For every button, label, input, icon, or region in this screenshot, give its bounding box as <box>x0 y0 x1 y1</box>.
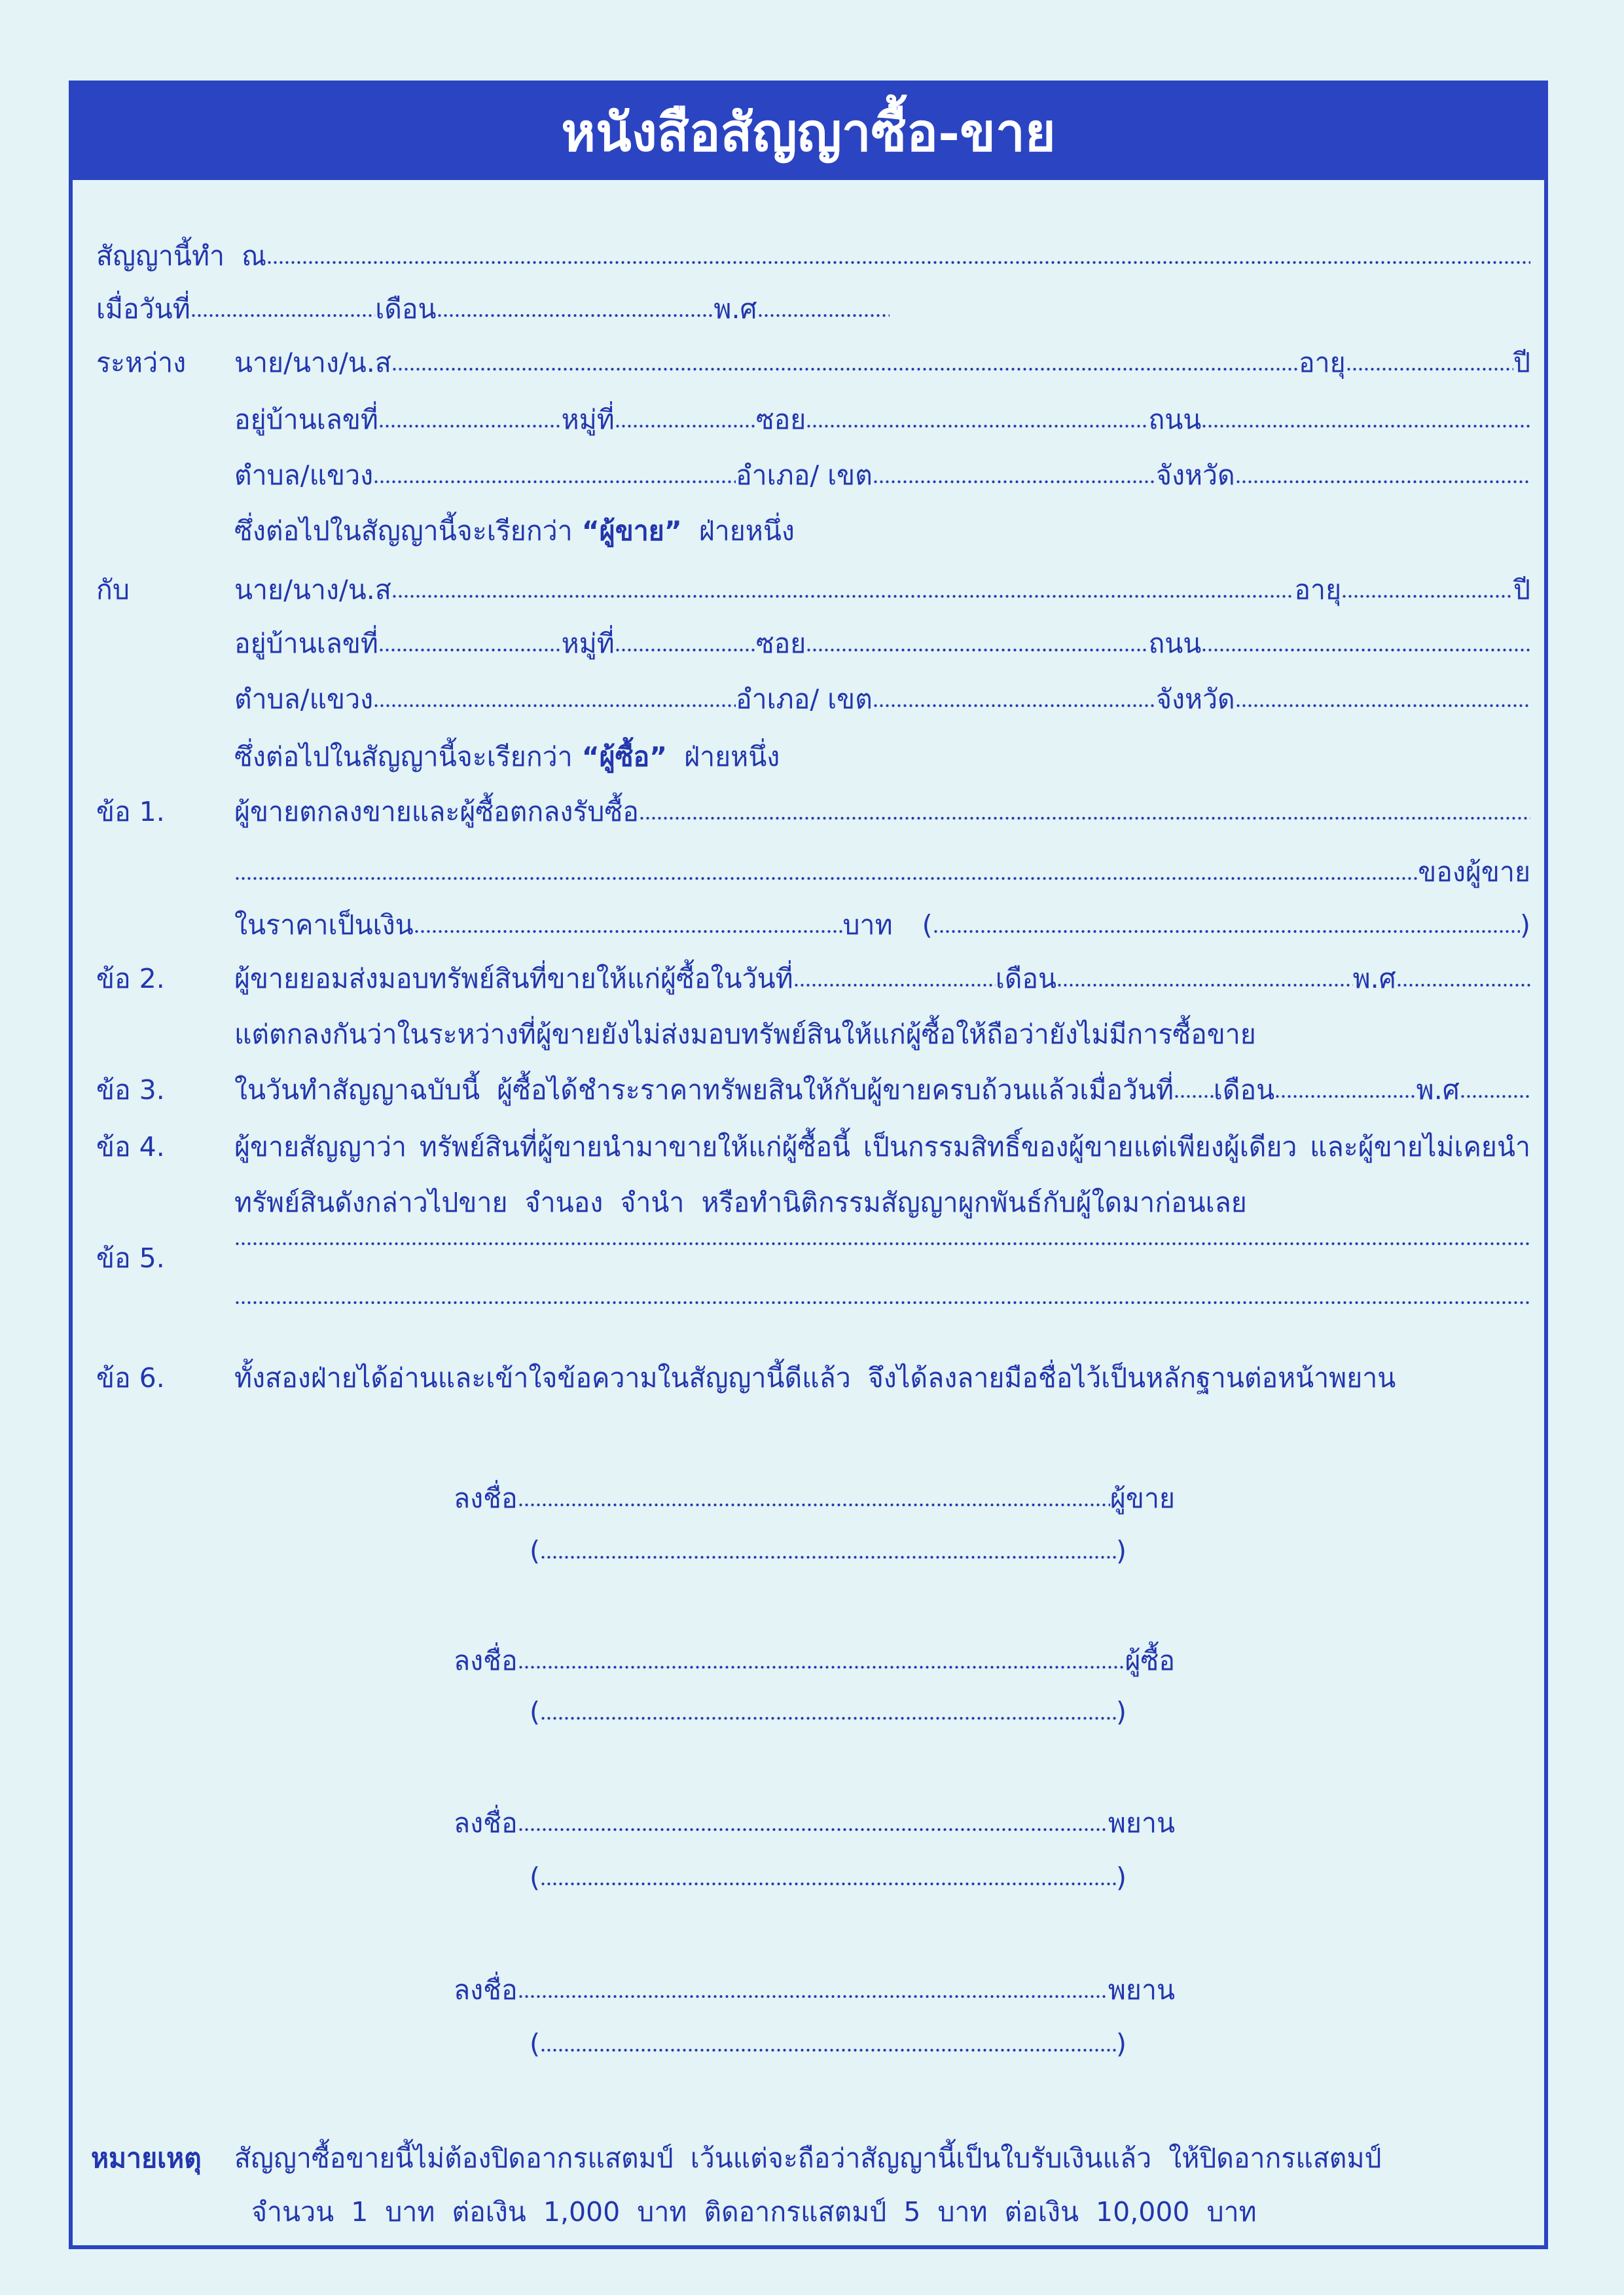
seller-subdistrict-blank <box>373 475 736 484</box>
goods-description-blank <box>639 812 1530 821</box>
clause-4-line-2: ทรัพย์สินดังกล่าวไปขาย จำนอง จำนำ หรือทำนิติกรรมสัญญาผูกพันธ์กับผู้ใดมาก่อนเลย <box>234 1187 1247 1218</box>
seller-subdistrict-label: ตำบล/แขวง <box>234 460 374 491</box>
seller-road-label: ถนน <box>1148 404 1202 435</box>
seller-name-label: นาย/นาง/น.ส <box>234 347 391 378</box>
buyer-role: “ผู้ซื้อ” <box>581 741 668 772</box>
seller-road-blank <box>1201 420 1530 429</box>
clause-3-text: ในวันทำสัญญาฉบับนี้ ผู้ซื้อได้ชำระราคาทรัพยสินให้กับผู้ขายครบถ้วนแล้วเมื่อวันที่ <box>234 1074 1174 1106</box>
price-label: ในราคาเป็นเงิน <box>234 909 414 941</box>
contract-made-label: สัญญานี้ทำ <box>96 240 225 272</box>
buyer-name-label: นาย/นาง/น.ส <box>234 574 391 605</box>
buyer-paren-close: ) <box>1116 1696 1127 1727</box>
seller-printed-name-blank <box>540 1551 1116 1560</box>
seller-paren-open: ( <box>530 1535 540 1566</box>
contract-date-row <box>96 288 890 330</box>
delivery-day-blank <box>793 979 996 988</box>
buyer-age-label: อายุ <box>1294 574 1342 605</box>
seller-age-blank <box>1346 363 1513 372</box>
buyer-road-blank <box>1201 643 1530 653</box>
seller-soi-label: ซอย <box>755 404 806 435</box>
clause-6-row <box>234 1357 1530 1399</box>
clause-5-blank-line-2 <box>234 1296 1530 1305</box>
seller-moo-blank <box>615 420 756 429</box>
clause-2-text: ผู้ขายยอมส่งมอบทรัพย์สินที่ขายให้แก่ผู้ซื้อในวันที่ <box>234 963 793 994</box>
price-paren-open: ( <box>922 909 933 941</box>
witness-1-sign-label: ลงชื่อ <box>454 1807 518 1839</box>
clause-5-number: ข้อ 5. <box>96 1242 165 1274</box>
buyer-address-row <box>234 623 1530 664</box>
payment-year-blank <box>1460 1090 1530 1099</box>
delivery-year-label: พ.ศ <box>1352 963 1396 994</box>
clause-1-of-seller: ของผู้ขาย <box>1418 856 1530 888</box>
clause-2-condition: แต่ตกลงกันว่าในระหว่างที่ผู้ขายยังไม่ส่งมอบทรัพย์สินให้แก่ผู้ซื้อให้ถือว่ายังไม่มีการซื้อขาย <box>234 1019 1256 1050</box>
witness-2-signature-row <box>454 1969 1175 2011</box>
seller-signature-row <box>454 1477 1175 1519</box>
buyer-road-label: ถนน <box>1148 628 1202 659</box>
buyer-side-text: ฝ่ายหนึ่ง <box>684 741 780 772</box>
day-blank <box>190 309 376 318</box>
price-currency: บาท <box>842 909 893 941</box>
witness-2-sign-label: ลงชื่อ <box>454 1974 518 2006</box>
year-label: พ.ศ <box>713 293 757 325</box>
clause-4-line-2-row <box>234 1182 1530 1223</box>
seller-province-label: จังหวัด <box>1155 460 1235 491</box>
witness-2-signature-blank <box>518 1990 1108 1999</box>
buyer-province-blank <box>1235 699 1530 708</box>
buyer-soi-label: ซอย <box>755 628 806 659</box>
seller-sign-label: ลงชื่อ <box>454 1483 518 1514</box>
witness-1-signature-blank <box>518 1823 1108 1832</box>
price-amount-blank <box>414 925 843 934</box>
seller-house-no-label: อยู่บ้านเลขที่ <box>234 404 378 435</box>
seller-printed-name-row <box>530 1530 1127 1572</box>
buyer-moo-label: หมู่ที่ <box>561 628 615 659</box>
seller-role: “ผู้ขาย” <box>581 515 682 547</box>
price-in-words-blank <box>933 925 1520 934</box>
seller-paren-close: ) <box>1116 1535 1127 1566</box>
price-paren-close: ) <box>1520 909 1530 941</box>
witness-1-signature-role: พยาน <box>1108 1807 1175 1839</box>
seller-called-text: ซึ่งต่อไปในสัญญานี้จะเรียกว่า <box>234 515 573 547</box>
buyer-printed-name-blank <box>540 1712 1116 1721</box>
buyer-house-no-blank <box>378 643 562 653</box>
buyer-subdistrict-label: ตำบล/แขวง <box>234 683 374 715</box>
seller-district-blank <box>873 475 1156 484</box>
clause-5-blank-line-1 <box>234 1237 1530 1246</box>
note-line-1-row <box>234 2137 1530 2179</box>
date-label: เมื่อวันที่ <box>96 293 190 325</box>
seller-locality-row <box>234 454 1530 496</box>
witness-1-paren-close: ) <box>1116 1862 1127 1893</box>
payment-day-blank <box>1174 1090 1214 1099</box>
buyer-printed-name-row <box>530 1691 1127 1733</box>
seller-designation-row <box>234 510 1530 552</box>
clause-1-text: ผู้ขายตกลงขายและผู้ซื้อตกลงรับซื้อ <box>234 796 639 827</box>
buyer-name-row <box>234 569 1530 611</box>
buyer-house-no-label: อยู่บ้านเลขที่ <box>234 628 378 659</box>
clause-2-condition-row <box>234 1013 1530 1055</box>
seller-age-unit: ปี <box>1513 347 1530 378</box>
note-line-2: จำนวน 1 บาท ต่อเงิน 1,000 บาท ติดอากรแสตมป์ 5 บาท ต่อเงิน 10,000 บาท <box>251 2196 1257 2228</box>
clause-3-row <box>234 1069 1530 1111</box>
seller-signature-role: ผู้ขาย <box>1110 1483 1175 1514</box>
clause-5-line-1-row <box>234 1237 1530 1279</box>
buyer-province-label: จังหวัด <box>1155 683 1235 715</box>
witness-2-printed-name-row <box>530 2023 1127 2065</box>
witness-1-printed-name-row <box>530 1856 1127 1898</box>
clause-4-line-1: ผู้ขายสัญญาว่า ทรัพย์สินที่ผู้ขายนำมาขายให้แก่ผู้ซื้อนี้ เป็นกรรมสิทธิ์ของผู้ขายแต่เพียงผู้เดียว และผู้ขายไม่เคยนำ <box>234 1131 1530 1163</box>
seller-soi-blank <box>806 420 1148 429</box>
seller-province-blank <box>1235 475 1530 484</box>
buyer-district-blank <box>873 699 1156 708</box>
clause-2-row <box>234 958 1530 1000</box>
seller-house-no-blank <box>378 420 562 429</box>
seller-name-row <box>234 342 1530 384</box>
year-blank <box>757 309 890 318</box>
buyer-name-blank <box>391 590 1295 599</box>
delivery-year-blank <box>1396 979 1530 988</box>
buyer-soi-blank <box>806 643 1148 653</box>
between-label: ระหว่าง <box>96 347 187 378</box>
clause-3-number: ข้อ 3. <box>96 1074 165 1106</box>
buyer-age-unit: ปี <box>1513 574 1530 605</box>
place-blank <box>266 256 1530 265</box>
payment-month-label: เดือน <box>1213 1074 1275 1106</box>
clause-1-row <box>234 791 1530 833</box>
buyer-signature-role: ผู้ซื้อ <box>1125 1645 1175 1676</box>
with-label: กับ <box>96 574 130 605</box>
witness-2-paren-open: ( <box>530 2028 540 2059</box>
buyer-district-label: อำเภอ/ เขต <box>736 683 873 715</box>
month-blank <box>437 309 714 318</box>
payment-month-blank <box>1274 1090 1416 1099</box>
seller-side-text: ฝ่ายหนึ่ง <box>698 515 795 547</box>
contract-at-label: ณ <box>242 240 267 272</box>
buyer-designation-row <box>234 736 1530 778</box>
clause-1-number: ข้อ 1. <box>96 796 165 827</box>
clause-6-text: ทั้งสองฝ่ายได้อ่านและเข้าใจข้อความในสัญญานี้ดีแล้ว จึงได้ลงลายมือชื่อไว้เป็นหลักฐานต่อหน้าพยาน <box>234 1362 1396 1394</box>
seller-name-blank <box>391 363 1299 372</box>
document-title: หนังสือสัญญาซื้อ-ขาย <box>561 101 1056 163</box>
clause-1-continued-row <box>234 851 1530 893</box>
witness-2-printed-name-blank <box>540 2044 1116 2053</box>
buyer-moo-blank <box>615 643 756 653</box>
delivery-month-label: เดือน <box>995 963 1057 994</box>
buyer-signature-row <box>454 1640 1175 1682</box>
witness-1-signature-row <box>454 1802 1175 1844</box>
witness-2-signature-role: พยาน <box>1108 1974 1175 2006</box>
buyer-subdistrict-blank <box>373 699 736 708</box>
delivery-month-blank <box>1056 979 1353 988</box>
clause-5-line-2-row <box>234 1296 1530 1338</box>
note-line-1: สัญญาซื้อขายนี้ไม่ต้องปิดอากรแสตมป์ เว้นแต่จะถือว่าสัญญานี้เป็นใบรับเงินแล้ว ให้ปิดอากรแสตมป์ <box>234 2142 1382 2174</box>
note-label: หมายเหตุ <box>91 2142 202 2174</box>
payment-year-label: พ.ศ <box>1416 1074 1460 1106</box>
buyer-age-blank <box>1341 590 1513 599</box>
clause-1-price-row <box>234 904 1530 946</box>
witness-2-paren-close: ) <box>1116 2028 1127 2059</box>
seller-district-label: อำเภอ/ เขต <box>736 460 873 491</box>
seller-signature-blank <box>518 1498 1110 1508</box>
witness-1-printed-name-blank <box>540 1877 1116 1887</box>
note-line-2-row <box>251 2191 1530 2233</box>
seller-address-row <box>234 399 1530 441</box>
clause-2-number: ข้อ 2. <box>96 963 165 994</box>
seller-age-label: อายุ <box>1299 347 1346 378</box>
seller-moo-label: หมู่ที่ <box>561 404 615 435</box>
clause-4-number: ข้อ 4. <box>96 1131 165 1163</box>
goods-description-continued-blank <box>234 872 1418 881</box>
buyer-signature-blank <box>518 1661 1125 1670</box>
buyer-locality-row <box>234 678 1530 720</box>
buyer-called-text: ซึ่งต่อไปในสัญญานี้จะเรียกว่า <box>234 741 573 772</box>
month-label: เดือน <box>375 293 437 325</box>
clause-6-number: ข้อ 6. <box>96 1362 165 1394</box>
buyer-sign-label: ลงชื่อ <box>454 1645 518 1676</box>
witness-1-paren-open: ( <box>530 1862 540 1893</box>
contract-place-row <box>96 235 1530 277</box>
title-band <box>73 84 1544 180</box>
buyer-paren-open: ( <box>530 1696 540 1727</box>
